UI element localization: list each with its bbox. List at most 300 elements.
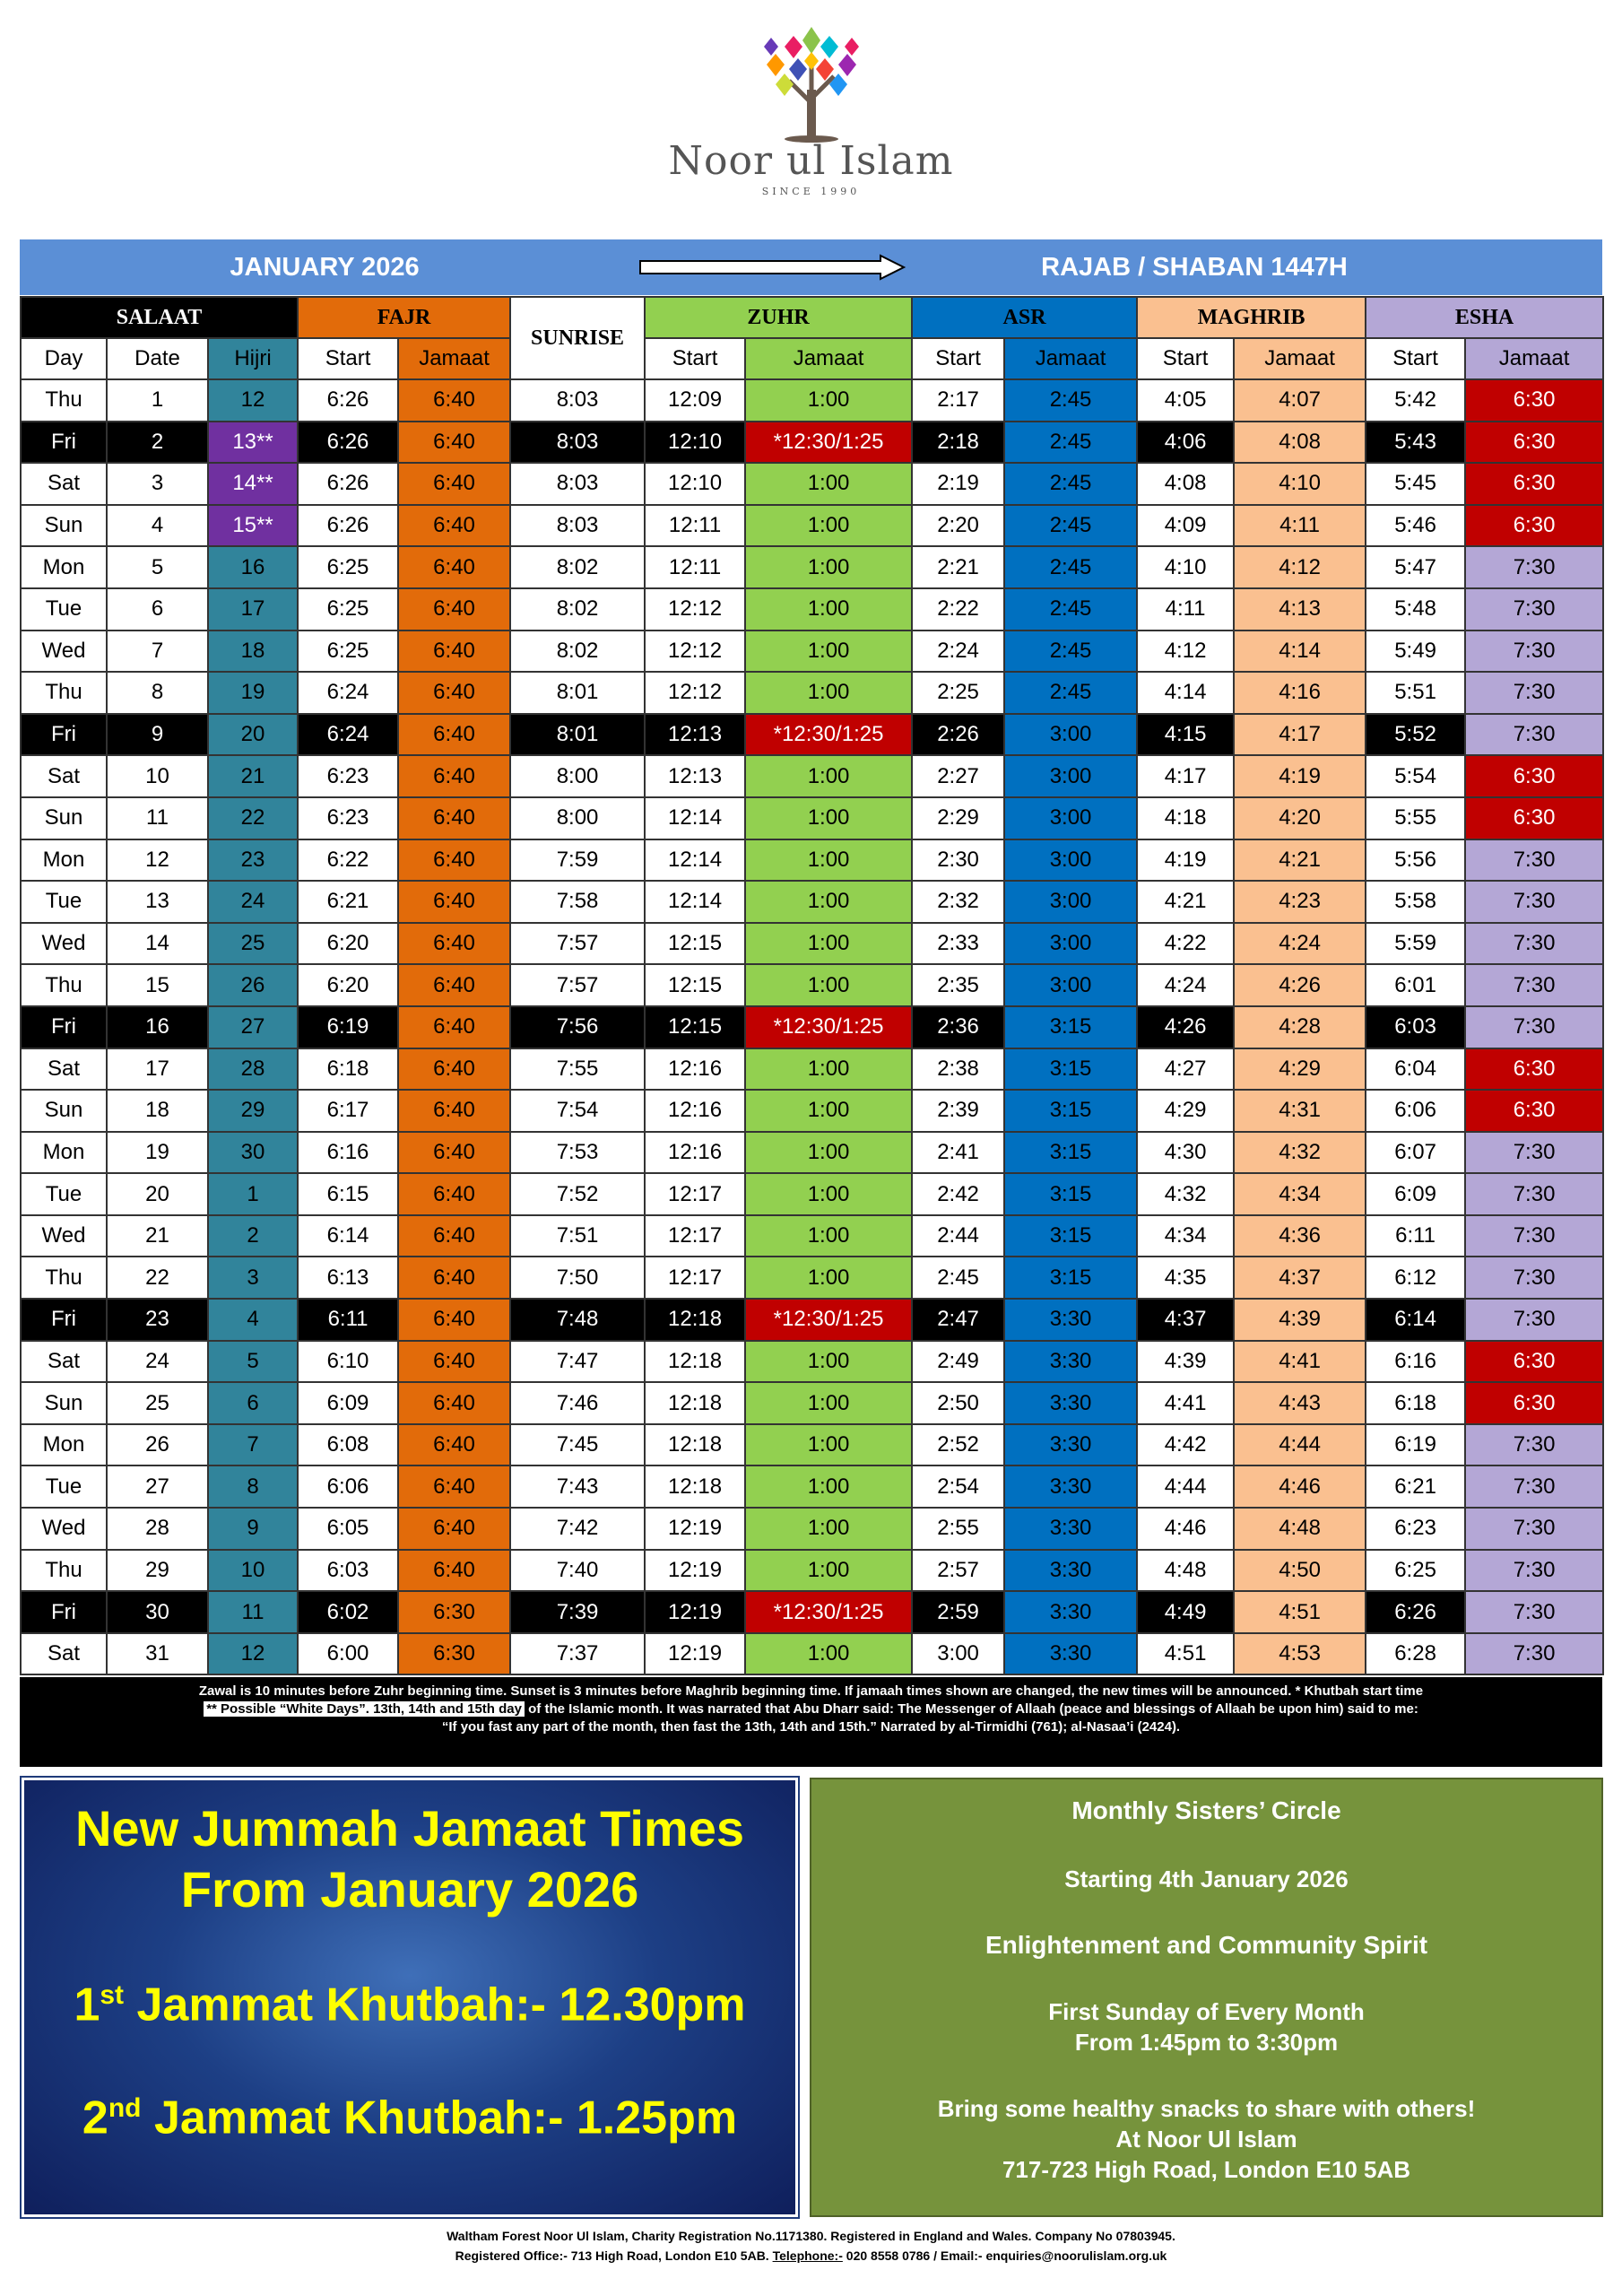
cell-day: Mon — [21, 839, 107, 882]
cell-maghrib-start: 4:51 — [1137, 1633, 1234, 1675]
cell-date: 24 — [107, 1341, 208, 1383]
cell-asr-start: 2:54 — [912, 1465, 1004, 1508]
cell-fajr-jamaat: 6:40 — [398, 463, 510, 505]
cell-zuhr-start: 12:19 — [645, 1550, 745, 1592]
cell-date: 25 — [107, 1382, 208, 1424]
cell-zuhr-jamaat: 1:00 — [745, 923, 912, 965]
cell-zuhr-start: 12:14 — [645, 797, 745, 839]
cell-hijri: 3 — [208, 1257, 298, 1299]
cell-date: 15 — [107, 964, 208, 1006]
cell-asr-start: 2:29 — [912, 797, 1004, 839]
cell-day: Sat — [21, 1341, 107, 1383]
cell-zuhr-start: 12:19 — [645, 1591, 745, 1633]
cell-asr-jamaat: 3:15 — [1004, 1090, 1137, 1132]
cell-fajr-start: 6:20 — [298, 923, 398, 965]
table-row — [21, 672, 1603, 714]
cell-esha-start: 5:54 — [1366, 755, 1465, 797]
cell-date: 10 — [107, 755, 208, 797]
cell-hijri: 12 — [208, 379, 298, 422]
cell-fajr-jamaat: 6:40 — [398, 714, 510, 756]
cell-zuhr-jamaat: 1:00 — [745, 1550, 912, 1592]
cell-maghrib-jamaat: 4:36 — [1234, 1215, 1366, 1257]
cell-maghrib-jamaat: 4:26 — [1234, 964, 1366, 1006]
logo-name: Noor ul Islam — [668, 138, 954, 184]
cell-esha-jamaat: 7:30 — [1465, 588, 1603, 631]
cell-day: Fri — [21, 422, 107, 464]
cell-maghrib-jamaat: 4:43 — [1234, 1382, 1366, 1424]
cell-asr-jamaat: 3:30 — [1004, 1382, 1137, 1424]
header-esha: ESHA — [1366, 297, 1603, 338]
table-row — [21, 839, 1603, 882]
cell-esha-start: 6:09 — [1366, 1173, 1465, 1215]
cell-asr-start: 2:18 — [912, 422, 1004, 464]
cell-esha-start: 5:48 — [1366, 588, 1465, 631]
cell-day: Sat — [21, 1048, 107, 1091]
cell-zuhr-start: 12:17 — [645, 1215, 745, 1257]
cell-fajr-start: 6:09 — [298, 1382, 398, 1424]
cell-zuhr-jamaat: *12:30/1:25 — [745, 1591, 912, 1633]
table-row — [21, 1215, 1603, 1257]
cell-day: Fri — [21, 714, 107, 756]
sisters-circle-announcement — [810, 1778, 1603, 2217]
notes — [20, 1677, 1602, 1767]
sisters-when-day: First Sunday of Every Month — [1048, 1998, 1365, 2025]
cell-esha-start: 6:16 — [1366, 1341, 1465, 1383]
cell-date: 14 — [107, 923, 208, 965]
cell-asr-start: 2:39 — [912, 1090, 1004, 1132]
cell-maghrib-jamaat: 4:31 — [1234, 1090, 1366, 1132]
cell-sunrise: 8:03 — [510, 379, 645, 422]
cell-hijri: 28 — [208, 1048, 298, 1091]
cell-sunrise: 7:54 — [510, 1090, 645, 1132]
cell-asr-start: 2:27 — [912, 755, 1004, 797]
cell-asr-jamaat: 3:00 — [1004, 797, 1137, 839]
cell-esha-jamaat: 7:30 — [1465, 1508, 1603, 1550]
cell-hijri: 11 — [208, 1591, 298, 1633]
cell-asr-start: 2:38 — [912, 1048, 1004, 1091]
cell-zuhr-jamaat: 1:00 — [745, 1132, 912, 1174]
cell-date: 21 — [107, 1215, 208, 1257]
cell-asr-jamaat: 2:45 — [1004, 588, 1137, 631]
cell-hijri: 1 — [208, 1173, 298, 1215]
cell-esha-jamaat: 7:30 — [1465, 631, 1603, 673]
cell-day: Sat — [21, 463, 107, 505]
cell-esha-jamaat: 6:30 — [1465, 797, 1603, 839]
cell-zuhr-jamaat: 1:00 — [745, 1633, 912, 1675]
cell-day: Tue — [21, 1465, 107, 1508]
cell-day: Tue — [21, 588, 107, 631]
sisters-bring: Bring some healthy snacks to share with others! — [937, 2095, 1476, 2122]
cell-date: 3 — [107, 463, 208, 505]
cell-maghrib-jamaat: 4:13 — [1234, 588, 1366, 631]
cell-hijri: 14** — [208, 463, 298, 505]
cell-maghrib-start: 4:42 — [1137, 1424, 1234, 1466]
footer — [0, 2226, 1622, 2266]
cell-hijri: 24 — [208, 881, 298, 923]
cell-fajr-jamaat: 6:40 — [398, 505, 510, 547]
cell-day: Mon — [21, 1424, 107, 1466]
cell-maghrib-start: 4:44 — [1137, 1465, 1234, 1508]
cell-esha-jamaat: 7:30 — [1465, 1299, 1603, 1341]
cell-day: Sun — [21, 1382, 107, 1424]
cell-zuhr-jamaat: *12:30/1:25 — [745, 714, 912, 756]
cell-esha-start: 6:28 — [1366, 1633, 1465, 1675]
cell-sunrise: 7:57 — [510, 964, 645, 1006]
cell-asr-start: 2:30 — [912, 839, 1004, 882]
cell-fajr-start: 6:26 — [298, 463, 398, 505]
cell-zuhr-jamaat: 1:00 — [745, 505, 912, 547]
tree-logo-icon — [744, 18, 879, 144]
cell-maghrib-jamaat: 4:16 — [1234, 672, 1366, 714]
cell-fajr-start: 6:16 — [298, 1132, 398, 1174]
cell-sunrise: 7:57 — [510, 923, 645, 965]
cell-zuhr-start: 12:15 — [645, 923, 745, 965]
header-esha-start: Start — [1366, 338, 1465, 379]
cell-fajr-start: 6:03 — [298, 1550, 398, 1592]
table-row — [21, 755, 1603, 797]
cell-esha-jamaat: 6:30 — [1465, 1341, 1603, 1383]
table-row — [21, 1424, 1603, 1466]
cell-date: 22 — [107, 1257, 208, 1299]
cell-fajr-start: 6:00 — [298, 1633, 398, 1675]
cell-asr-start: 2:42 — [912, 1173, 1004, 1215]
cell-hijri: 19 — [208, 672, 298, 714]
cell-hijri: 13** — [208, 422, 298, 464]
cell-fajr-start: 6:20 — [298, 964, 398, 1006]
cell-date: 6 — [107, 588, 208, 631]
cell-esha-jamaat: 7:30 — [1465, 1550, 1603, 1592]
cell-date: 18 — [107, 1090, 208, 1132]
cell-maghrib-jamaat: 4:17 — [1234, 714, 1366, 756]
cell-asr-jamaat: 2:45 — [1004, 463, 1137, 505]
cell-maghrib-start: 4:10 — [1137, 546, 1234, 588]
cell-esha-start: 6:19 — [1366, 1424, 1465, 1466]
cell-sunrise: 7:40 — [510, 1550, 645, 1592]
cell-esha-start: 6:04 — [1366, 1048, 1465, 1091]
cell-fajr-jamaat: 6:40 — [398, 881, 510, 923]
sisters-theme: Enlightenment and Community Spirit — [984, 1931, 1428, 1959]
cell-zuhr-start: 12:14 — [645, 839, 745, 882]
sisters-when-time: From 1:45pm to 3:30pm — [1074, 2029, 1339, 2056]
cell-day: Thu — [21, 1550, 107, 1592]
cell-day: Fri — [21, 1006, 107, 1048]
cell-sunrise: 7:43 — [510, 1465, 645, 1508]
cell-hijri: 4 — [208, 1299, 298, 1341]
cell-maghrib-start: 4:11 — [1137, 588, 1234, 631]
cell-asr-jamaat: 3:00 — [1004, 964, 1137, 1006]
cell-hijri: 8 — [208, 1465, 298, 1508]
table-row — [21, 379, 1603, 422]
cell-asr-start: 2:44 — [912, 1215, 1004, 1257]
second-khutbah: 2nd Jammat Khutbah:- 1.25pm — [82, 2092, 738, 2144]
cell-asr-start: 2:41 — [912, 1132, 1004, 1174]
cell-asr-jamaat: 3:30 — [1004, 1591, 1137, 1633]
cell-zuhr-jamaat: 1:00 — [745, 1048, 912, 1091]
cell-asr-jamaat: 3:30 — [1004, 1341, 1137, 1383]
cell-zuhr-jamaat: *12:30/1:25 — [745, 1006, 912, 1048]
cell-fajr-jamaat: 6:40 — [398, 964, 510, 1006]
header-asr: ASR — [912, 297, 1137, 338]
cell-maghrib-start: 4:15 — [1137, 714, 1234, 756]
cell-maghrib-start: 4:06 — [1137, 422, 1234, 464]
header-zuhr: ZUHR — [645, 297, 912, 338]
table-row — [21, 631, 1603, 673]
table-row — [21, 1508, 1603, 1550]
cell-date: 8 — [107, 672, 208, 714]
cell-fajr-start: 6:25 — [298, 631, 398, 673]
sisters-title: Monthly Sisters’ Circle — [1071, 1796, 1341, 1824]
cell-maghrib-start: 4:22 — [1137, 923, 1234, 965]
cell-maghrib-start: 4:49 — [1137, 1591, 1234, 1633]
footer-line2: Registered Office:- 713 High Road, London E10 5AB. Telephone:- 020 8558 0786 / Email:- enquiries@noorulislam.org.uk — [455, 2248, 1167, 2263]
cell-fajr-jamaat: 6:40 — [398, 422, 510, 464]
cell-asr-jamaat: 3:00 — [1004, 923, 1137, 965]
cell-fajr-jamaat: 6:40 — [398, 1550, 510, 1592]
header-fajr-jamaat: Jamaat — [398, 338, 510, 379]
cell-asr-jamaat: 3:15 — [1004, 1006, 1137, 1048]
cell-esha-start: 6:06 — [1366, 1090, 1465, 1132]
cell-fajr-jamaat: 6:30 — [398, 1591, 510, 1633]
cell-esha-start: 6:25 — [1366, 1550, 1465, 1592]
cell-date: 19 — [107, 1132, 208, 1174]
cell-maghrib-jamaat: 4:53 — [1234, 1633, 1366, 1675]
cell-fajr-start: 6:23 — [298, 755, 398, 797]
cell-sunrise: 7:47 — [510, 1341, 645, 1383]
table-row — [21, 1633, 1603, 1675]
cell-fajr-start: 6:24 — [298, 714, 398, 756]
cell-asr-jamaat: 3:15 — [1004, 1048, 1137, 1091]
cell-date: 29 — [107, 1550, 208, 1592]
cell-maghrib-start: 4:14 — [1137, 672, 1234, 714]
cell-day: Wed — [21, 1508, 107, 1550]
cell-sunrise: 8:01 — [510, 672, 645, 714]
cell-sunrise: 8:02 — [510, 546, 645, 588]
cell-day: Wed — [21, 1215, 107, 1257]
cell-esha-start: 6:14 — [1366, 1299, 1465, 1341]
cell-asr-jamaat: 2:45 — [1004, 546, 1137, 588]
cell-hijri: 22 — [208, 797, 298, 839]
cell-fajr-start: 6:13 — [298, 1257, 398, 1299]
table-row — [21, 1132, 1603, 1174]
table-row — [21, 1048, 1603, 1091]
cell-zuhr-jamaat: 1:00 — [745, 964, 912, 1006]
cell-day: Thu — [21, 964, 107, 1006]
table-row — [21, 1090, 1603, 1132]
cell-maghrib-jamaat: 4:51 — [1234, 1591, 1366, 1633]
table-row — [21, 1299, 1603, 1341]
cell-asr-jamaat: 3:15 — [1004, 1132, 1137, 1174]
cell-zuhr-jamaat: 1:00 — [745, 1341, 912, 1383]
cell-fajr-jamaat: 6:40 — [398, 1424, 510, 1466]
cell-esha-start: 6:23 — [1366, 1508, 1465, 1550]
cell-zuhr-start: 12:18 — [645, 1299, 745, 1341]
cell-sunrise: 7:58 — [510, 881, 645, 923]
cell-esha-jamaat: 7:30 — [1465, 881, 1603, 923]
cell-asr-start: 2:25 — [912, 672, 1004, 714]
jummah-title: New Jummah Jamaat Times — [75, 1800, 744, 1857]
cell-hijri: 9 — [208, 1508, 298, 1550]
table-row — [21, 1550, 1603, 1592]
cell-sunrise: 8:02 — [510, 631, 645, 673]
cell-maghrib-start: 4:26 — [1137, 1006, 1234, 1048]
cell-hijri: 27 — [208, 1006, 298, 1048]
header-asr-jamaat: Jamaat — [1004, 338, 1137, 379]
cell-zuhr-start: 12:18 — [645, 1382, 745, 1424]
cell-zuhr-start: 12:15 — [645, 964, 745, 1006]
cell-maghrib-jamaat: 4:19 — [1234, 755, 1366, 797]
cell-maghrib-start: 4:34 — [1137, 1215, 1234, 1257]
prayer-timetable — [20, 296, 1604, 1675]
cell-zuhr-start: 12:14 — [645, 881, 745, 923]
cell-zuhr-start: 12:12 — [645, 672, 745, 714]
cell-fajr-jamaat: 6:40 — [398, 1465, 510, 1508]
cell-zuhr-jamaat: 1:00 — [745, 881, 912, 923]
right-arrow-icon — [638, 254, 907, 281]
cell-maghrib-start: 4:37 — [1137, 1299, 1234, 1341]
cell-zuhr-start: 12:19 — [645, 1508, 745, 1550]
header-hijri: Hijri — [208, 338, 298, 379]
cell-fajr-jamaat: 6:40 — [398, 379, 510, 422]
cell-esha-jamaat: 6:30 — [1465, 1048, 1603, 1091]
cell-fajr-start: 6:23 — [298, 797, 398, 839]
table-row — [21, 881, 1603, 923]
cell-maghrib-jamaat: 4:23 — [1234, 881, 1366, 923]
cell-sunrise: 7:56 — [510, 1006, 645, 1048]
table-row — [21, 1382, 1603, 1424]
table-row — [21, 1341, 1603, 1383]
cell-zuhr-jamaat: 1:00 — [745, 797, 912, 839]
jummah-subtitle: From January 2026 — [180, 1861, 639, 1918]
cell-sunrise: 7:53 — [510, 1132, 645, 1174]
cell-sunrise: 7:50 — [510, 1257, 645, 1299]
cell-asr-start: 2:24 — [912, 631, 1004, 673]
cell-zuhr-jamaat: 1:00 — [745, 588, 912, 631]
cell-fajr-jamaat: 6:40 — [398, 1341, 510, 1383]
cell-sunrise: 8:03 — [510, 463, 645, 505]
cell-asr-start: 2:21 — [912, 546, 1004, 588]
cell-asr-jamaat: 3:00 — [1004, 755, 1137, 797]
table-row — [21, 797, 1603, 839]
cell-esha-start: 5:52 — [1366, 714, 1465, 756]
cell-sunrise: 8:03 — [510, 505, 645, 547]
cell-sunrise: 8:03 — [510, 422, 645, 464]
header-zuhr-jamaat: Jamaat — [745, 338, 912, 379]
cell-esha-jamaat: 7:30 — [1465, 1465, 1603, 1508]
cell-esha-start: 5:59 — [1366, 923, 1465, 965]
jummah-announcement — [22, 1778, 798, 2217]
cell-fajr-start: 6:08 — [298, 1424, 398, 1466]
cell-fajr-jamaat: 6:40 — [398, 797, 510, 839]
sisters-address: 717-723 High Road, London E10 5AB — [1002, 2156, 1411, 2183]
cell-hijri: 12 — [208, 1633, 298, 1675]
cell-hijri: 21 — [208, 755, 298, 797]
cell-hijri: 20 — [208, 714, 298, 756]
cell-maghrib-jamaat: 4:10 — [1234, 463, 1366, 505]
cell-asr-jamaat: 3:15 — [1004, 1173, 1137, 1215]
cell-zuhr-jamaat: 1:00 — [745, 463, 912, 505]
cell-zuhr-start: 12:11 — [645, 546, 745, 588]
cell-sunrise: 7:51 — [510, 1215, 645, 1257]
table-row — [21, 923, 1603, 965]
header-zuhr-start: Start — [645, 338, 745, 379]
cell-fajr-jamaat: 6:40 — [398, 1090, 510, 1132]
cell-date: 13 — [107, 881, 208, 923]
cell-fajr-jamaat: 6:30 — [398, 1633, 510, 1675]
cell-asr-start: 2:50 — [912, 1382, 1004, 1424]
cell-maghrib-jamaat: 4:14 — [1234, 631, 1366, 673]
cell-hijri: 15** — [208, 505, 298, 547]
cell-zuhr-start: 12:13 — [645, 714, 745, 756]
cell-zuhr-start: 12:18 — [645, 1341, 745, 1383]
cell-maghrib-start: 4:48 — [1137, 1550, 1234, 1592]
cell-esha-jamaat: 6:30 — [1465, 422, 1603, 464]
cell-asr-start: 2:49 — [912, 1341, 1004, 1383]
cell-day: Tue — [21, 881, 107, 923]
cell-date: 20 — [107, 1173, 208, 1215]
cell-zuhr-start: 12:11 — [645, 505, 745, 547]
cell-date: 7 — [107, 631, 208, 673]
cell-esha-start: 6:12 — [1366, 1257, 1465, 1299]
cell-fajr-start: 6:18 — [298, 1048, 398, 1091]
table-row — [21, 505, 1603, 547]
cell-maghrib-jamaat: 4:48 — [1234, 1508, 1366, 1550]
cell-sunrise: 7:39 — [510, 1591, 645, 1633]
cell-esha-start: 5:56 — [1366, 839, 1465, 882]
cell-day: Mon — [21, 1132, 107, 1174]
cell-asr-start: 2:45 — [912, 1257, 1004, 1299]
cell-asr-start: 2:36 — [912, 1006, 1004, 1048]
cell-esha-jamaat: 6:30 — [1465, 1382, 1603, 1424]
cell-hijri: 5 — [208, 1341, 298, 1383]
cell-asr-start: 2:59 — [912, 1591, 1004, 1633]
header-fajr: FAJR — [298, 297, 510, 338]
cell-zuhr-start: 12:18 — [645, 1424, 745, 1466]
table-row — [21, 1006, 1603, 1048]
cell-esha-start: 6:11 — [1366, 1215, 1465, 1257]
cell-asr-jamaat: 2:45 — [1004, 672, 1137, 714]
cell-date: 4 — [107, 505, 208, 547]
cell-esha-start: 6:03 — [1366, 1006, 1465, 1048]
cell-hijri: 25 — [208, 923, 298, 965]
header-asr-start: Start — [912, 338, 1004, 379]
cell-date: 2 — [107, 422, 208, 464]
cell-asr-jamaat: 3:00 — [1004, 839, 1137, 882]
cell-asr-jamaat: 2:45 — [1004, 379, 1137, 422]
cell-date: 26 — [107, 1424, 208, 1466]
cell-asr-start: 2:52 — [912, 1424, 1004, 1466]
cell-maghrib-start: 4:12 — [1137, 631, 1234, 673]
cell-fajr-start: 6:02 — [298, 1591, 398, 1633]
header-sunrise: SUNRISE — [510, 297, 645, 379]
cell-maghrib-jamaat: 4:07 — [1234, 379, 1366, 422]
cell-maghrib-start: 4:41 — [1137, 1382, 1234, 1424]
cell-date: 16 — [107, 1006, 208, 1048]
cell-asr-jamaat: 3:30 — [1004, 1633, 1137, 1675]
cell-asr-jamaat: 2:45 — [1004, 505, 1137, 547]
cell-zuhr-start: 12:12 — [645, 631, 745, 673]
cell-zuhr-jamaat: 1:00 — [745, 1465, 912, 1508]
cell-hijri: 16 — [208, 546, 298, 588]
cell-zuhr-jamaat: 1:00 — [745, 839, 912, 882]
cell-hijri: 26 — [208, 964, 298, 1006]
cell-fajr-start: 6:17 — [298, 1090, 398, 1132]
cell-day: Sat — [21, 755, 107, 797]
cell-date: 11 — [107, 797, 208, 839]
cell-esha-jamaat: 7:30 — [1465, 964, 1603, 1006]
sisters-venue: At Noor Ul Islam — [1115, 2126, 1297, 2152]
cell-maghrib-jamaat: 4:24 — [1234, 923, 1366, 965]
cell-esha-start: 5:46 — [1366, 505, 1465, 547]
